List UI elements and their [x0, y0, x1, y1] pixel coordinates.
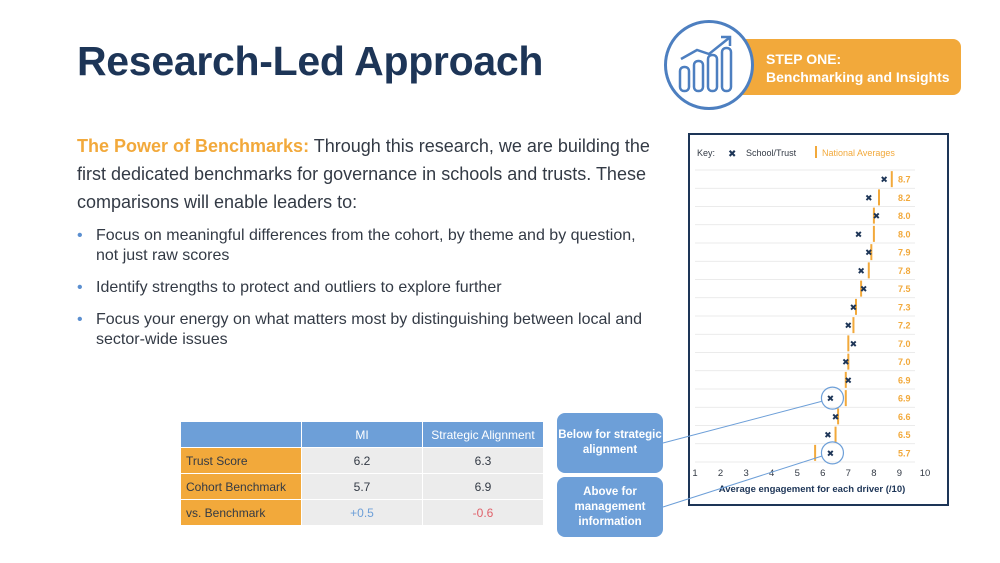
legend-school-label: School/Trust [746, 148, 797, 158]
value-label: 7.5 [898, 284, 911, 295]
school-trust-point: ✖ [854, 230, 863, 241]
bullet-item: • Focus your energy on what matters most by distinguishing between local and sector-wide issues [77, 310, 657, 350]
value-label: 6.9 [898, 393, 911, 404]
table-header-strategic-alignment: Strategic Alignment [423, 422, 544, 448]
value-label: 7.0 [898, 338, 911, 349]
value-label: 6.6 [898, 411, 911, 422]
school-trust-point: ✖ [880, 175, 888, 186]
x-tick-label: 10 [919, 468, 931, 479]
x-tick-label: 5 [794, 468, 800, 479]
x-tick-label: 3 [743, 468, 749, 479]
school-trust-point: ✖ [857, 266, 865, 277]
legend-school-marker: ✖ [728, 149, 737, 160]
x-tick-label: 1 [692, 468, 698, 479]
x-tick-label: 9 [896, 468, 903, 479]
row-label: Cohort Benchmark [181, 474, 302, 500]
value-label: 8.7 [898, 174, 911, 185]
x-tick-label: 8 [871, 468, 877, 479]
school-trust-point: ✖ [872, 212, 881, 223]
school-trust-point: ✖ [826, 394, 835, 405]
value-label: 7.2 [898, 320, 911, 331]
step-subtitle: Benchmarking and Insights [766, 69, 950, 85]
school-trust-point: ✖ [826, 449, 835, 460]
cell-mi: +0.5 [302, 500, 423, 526]
school-trust-point: ✖ [844, 376, 853, 387]
step-badge [726, 39, 961, 95]
intro-text: Through this research, we are building the first dedicated benchmarks for governance in schools and trusts. These comparisons will enable leaders to: [77, 136, 650, 212]
bullet-item: • Focus on meaningful differences from the cohort, by theme and by question, not just raw scores [77, 226, 657, 266]
legend-key-label: Key: [697, 148, 716, 158]
callout-above-management: Above for management information [557, 477, 663, 537]
cell-strategic-alignment: 6.3 [423, 448, 544, 474]
cell-mi: 5.7 [302, 474, 423, 500]
cell-strategic-alignment: -0.6 [423, 500, 544, 526]
value-label: 7.3 [898, 302, 911, 313]
school-trust-point: ✖ [849, 339, 858, 350]
value-label: 6.9 [898, 375, 911, 386]
value-label: 8.0 [898, 229, 911, 240]
cell-strategic-alignment: 6.9 [423, 474, 544, 500]
x-tick-label: 6 [820, 468, 826, 479]
school-trust-point: ✖ [842, 358, 850, 369]
value-label: 7.0 [898, 357, 911, 368]
value-label: 8.0 [898, 211, 911, 222]
school-trust-point: ✖ [844, 321, 853, 332]
value-label: 8.2 [898, 192, 911, 203]
school-trust-point: ✖ [865, 193, 873, 204]
school-trust-point: ✖ [831, 412, 840, 423]
row-label: vs. Benchmark [181, 500, 302, 526]
value-label: 6.5 [898, 430, 911, 441]
school-trust-point: ✖ [824, 431, 832, 442]
bullet-item: • Identify strengths to protect and outliers to explore further [77, 278, 657, 298]
page-title: Research-Led Approach [77, 38, 544, 84]
value-label: 5.7 [898, 448, 911, 459]
school-trust-point: ✖ [865, 248, 873, 259]
school-trust-point: ✖ [859, 285, 868, 296]
x-tick-label: 2 [717, 468, 724, 479]
school-trust-point: ✖ [849, 303, 858, 314]
row-label: Trust Score [181, 448, 302, 474]
value-label: 7.9 [898, 247, 911, 258]
intro-lead: The Power of Benchmarks: [77, 136, 310, 156]
value-label: 7.8 [898, 265, 911, 276]
callout-below-strategic: Below for strategic alignment [557, 413, 663, 473]
table-header-mi: MI [302, 422, 423, 448]
x-axis-label: Average engagement for each driver (/10) [718, 484, 906, 495]
callout-connector [663, 456, 822, 507]
step-label: STEP ONE: [766, 51, 842, 67]
bar-chart-growth-icon [664, 20, 754, 110]
cell-mi: 6.2 [302, 448, 423, 474]
x-tick-label: 4 [769, 468, 775, 479]
x-tick-label: 7 [845, 468, 851, 479]
legend-national-label: National Averages [822, 148, 895, 158]
